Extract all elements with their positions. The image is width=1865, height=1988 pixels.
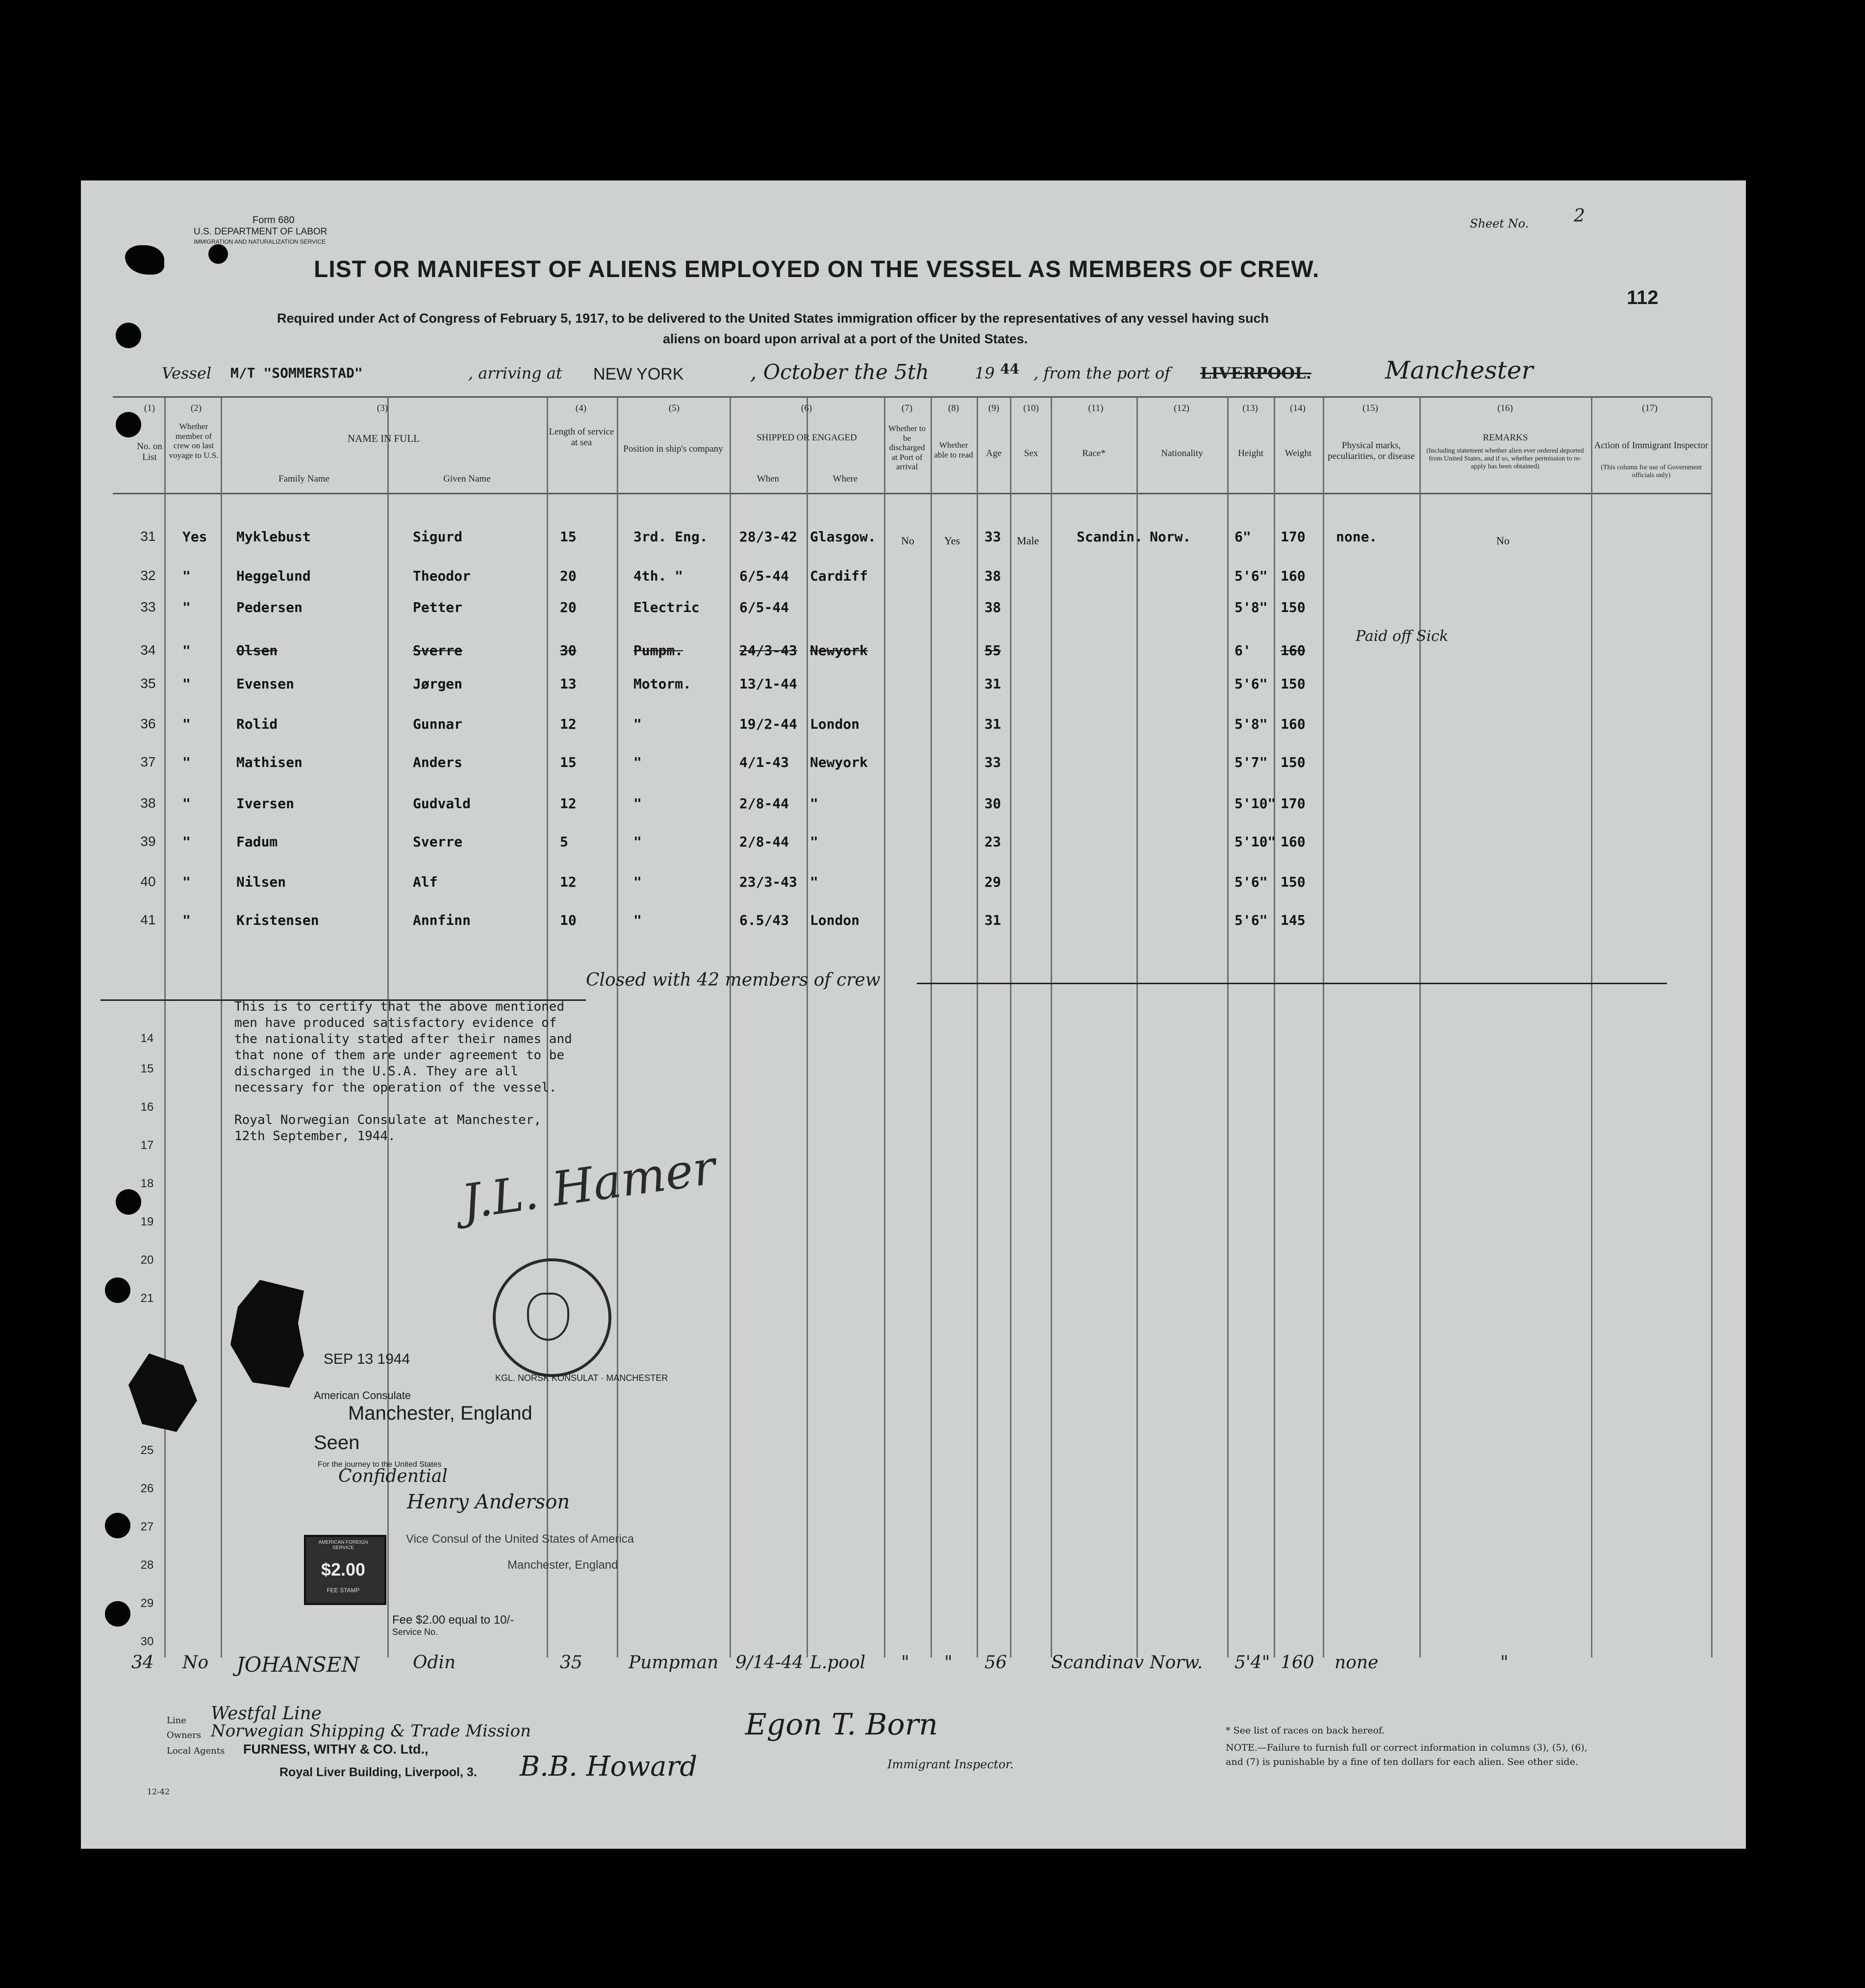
cell-prev: ": [182, 568, 191, 584]
consulate-seal-inner: [527, 1293, 569, 1341]
column-number: (9): [988, 403, 1000, 413]
when-head: When: [756, 474, 780, 484]
cell-age: 31: [984, 912, 1001, 928]
added-cell-height: 5'4": [1235, 1653, 1270, 1673]
column-number: (5): [668, 403, 680, 413]
date-stamp: SEP 13 1944: [324, 1351, 410, 1367]
journey-line: For the journey to the United States: [318, 1460, 442, 1469]
blank-row-number: 14: [140, 1032, 154, 1045]
added-cell-where: L.pool: [810, 1653, 866, 1673]
cell-service: 12: [560, 874, 577, 890]
cell-weight: 160: [1281, 568, 1306, 584]
cell-service: 5: [560, 834, 568, 850]
punch-hole: [105, 1601, 130, 1627]
row-number: 41: [140, 912, 156, 927]
column-divider: [1051, 397, 1052, 1657]
column-divider: [1227, 397, 1229, 1657]
punch-hole: [116, 323, 141, 348]
cell-age: 38: [984, 599, 1001, 615]
column-label: Action of Immigrant Inspector: [1594, 440, 1709, 451]
blank-row-number: 21: [140, 1292, 154, 1305]
column-number: (8): [948, 403, 959, 413]
row-number: 37: [140, 754, 156, 769]
column-divider: [730, 397, 731, 1657]
blank-row-number: 25: [140, 1444, 154, 1457]
cell-where: Newyork: [810, 642, 868, 659]
cell-weight: 160: [1281, 834, 1306, 850]
consul-signature: J.L. Hamer: [458, 1140, 719, 1230]
cell-weight: 170: [1281, 795, 1306, 812]
column-number: (2): [190, 403, 202, 413]
column-label: Whether to be discharged at Port of arrival: [888, 424, 926, 472]
column-label: REMARKS: [1483, 433, 1528, 443]
added-cell-age: 56: [984, 1653, 1007, 1673]
cell-where: ": [810, 795, 818, 812]
cell-service: 15: [560, 754, 577, 770]
blank-row-number: 29: [140, 1597, 154, 1610]
added-cell-discharge: ": [901, 1653, 909, 1673]
cell-read: Yes: [944, 535, 960, 547]
cell-prev: Yes: [182, 529, 207, 545]
form-number: Form 680: [252, 215, 295, 226]
vice-consul: Vice Consul of the United States of America: [406, 1532, 634, 1546]
cell-weight: 160: [1281, 716, 1306, 732]
certificate-line: that none of them are under agreement to be: [234, 1048, 565, 1063]
page-number: 112: [1627, 287, 1659, 308]
cell-age: 55: [984, 642, 1001, 659]
punch-hole: [105, 1277, 130, 1303]
blank-row-number: 18: [140, 1177, 154, 1190]
cell-position: Electric: [633, 599, 700, 615]
fee-stamp-top: AMERICAN FOREIGN SERVICE: [318, 1540, 368, 1551]
cell-height: 5'8": [1235, 716, 1268, 732]
column-number: (11): [1088, 403, 1104, 413]
cell-age: 33: [984, 529, 1001, 545]
cell-given: Sigurd: [413, 529, 463, 545]
blank-row-number: 28: [140, 1558, 154, 1572]
from-label: , from the port of: [1033, 364, 1171, 382]
column-divider: [1591, 397, 1592, 1657]
cell-service: 12: [560, 716, 577, 732]
column-label: Whether able to read: [934, 440, 973, 459]
certificate-line: discharged in the U.S.A. They are all: [234, 1064, 519, 1079]
column-label: Whether member of crew on last voyage to U.S.: [169, 422, 219, 460]
row-number: 38: [140, 795, 156, 811]
vice-consul-signature: Henry Anderson: [407, 1491, 570, 1513]
agents-address: Royal Liver Building, Liverpool, 3.: [279, 1765, 477, 1779]
cell-height: 5'10": [1235, 834, 1276, 850]
column-number: (12): [1174, 403, 1189, 413]
certificate-line: necessary for the operation of the vessel.: [234, 1080, 557, 1095]
certificate-line: men have produced satisfactory evidence of: [234, 1016, 557, 1030]
cell-height: 6": [1235, 529, 1251, 545]
punch-hole: [116, 412, 141, 437]
column-label: Physical marks, peculiarities, or disease: [1328, 440, 1415, 461]
blank-row-number: 30: [140, 1635, 154, 1648]
cell-age: 29: [984, 874, 1001, 890]
cell-marks: none.: [1336, 529, 1378, 545]
column-label: Sex: [1024, 448, 1038, 459]
punch-hole: [105, 1513, 130, 1538]
remarks-note: (Including statement whether alien ever ordered deported from United States, and if so, whether permission to re-apply has been obtained): [1426, 447, 1584, 471]
fee-stamp-bottom: FEE STAMP: [327, 1587, 360, 1594]
vessel-label: Vessel: [162, 364, 212, 382]
cell-position: ": [633, 754, 642, 770]
cell-when: 6/5-44: [739, 599, 789, 615]
column-divider: [1323, 397, 1324, 1657]
cell-age: 30: [984, 795, 1001, 812]
cell-age: 23: [984, 834, 1001, 850]
column-number: (10): [1023, 403, 1039, 413]
paid-off-note: Paid off Sick: [1356, 628, 1449, 645]
cell-given: Theodor: [413, 568, 471, 584]
cell-where: ": [810, 874, 818, 890]
cell-service: 20: [560, 599, 577, 615]
cell-family: Heggelund: [236, 568, 311, 584]
agents-name: FURNESS, WITHY & CO. Ltd.,: [243, 1742, 428, 1757]
column-number: (3): [377, 403, 388, 413]
cell-when: 2/8-44: [739, 834, 789, 850]
cell-age: 31: [984, 676, 1001, 692]
cell-age: 33: [984, 754, 1001, 770]
cell-where: Cardiff: [810, 568, 868, 584]
subtitle-line-2: aliens on board upon arrival at a port of the United States.: [663, 331, 1028, 346]
department: U.S. DEPARTMENT OF LABOR: [194, 227, 328, 237]
year-prefix: 19: [975, 364, 995, 382]
added-cell-service: 35: [560, 1653, 582, 1673]
added-cell-given: Odin: [413, 1653, 456, 1673]
cell-given: Gudvald: [413, 795, 471, 812]
where-head: Where: [832, 474, 858, 484]
column-divider: [617, 397, 618, 1657]
cell-given: Alf: [413, 874, 438, 890]
added-cell-when: 9/14-44: [735, 1653, 804, 1673]
arriving-port: NEW YORK: [593, 365, 684, 383]
closed-note: Closed with 42 members of crew: [586, 970, 881, 990]
cell-position: Pumpm.: [633, 642, 683, 659]
added-cell-marks: none: [1335, 1653, 1379, 1673]
added-cell-prev: No: [182, 1653, 209, 1673]
family-name-head: Family Name: [278, 474, 329, 484]
added-cell-read: ": [944, 1653, 953, 1673]
given-name-head: Given Name: [443, 474, 491, 484]
line-handwritten: Westfal Line: [211, 1704, 322, 1724]
column-number: (14): [1290, 403, 1306, 413]
cell-given: Petter: [413, 599, 463, 615]
cell-height: 5'7": [1235, 754, 1268, 770]
punch-hole: [208, 244, 228, 264]
cell-weight: 145: [1281, 912, 1306, 928]
cell-remarks: No: [1496, 535, 1510, 547]
column-number: (4): [575, 403, 587, 413]
added-cell-race: Scandinav: [1051, 1653, 1144, 1673]
cell-service: 30: [560, 642, 577, 659]
header-bottom-rule: [113, 493, 1711, 494]
service-number: Service No.: [392, 1627, 438, 1637]
cell-prev: ": [182, 676, 191, 692]
column-label: No. on List: [137, 441, 162, 462]
blank-row-number: 26: [140, 1482, 154, 1495]
agents-label: Local Agents: [167, 1746, 225, 1756]
sheet-label: Sheet No.: [1470, 217, 1529, 230]
cell-family: Myklebust: [236, 529, 311, 545]
fine-note: NOTE.—Failure to furnish full or correct information in columns (3), (5), (6), and (7) is punishable by a fine of ten dollars for each alien. See other side.: [1226, 1742, 1588, 1767]
cell-when: 19/2-44: [739, 716, 798, 732]
cell-height: 6': [1235, 642, 1251, 659]
cell-family: Olsen: [236, 642, 278, 659]
cell-position: ": [633, 912, 642, 928]
cell-where: London: [810, 912, 860, 928]
column-divider: [1711, 397, 1713, 1657]
blank-row-number: 16: [140, 1100, 154, 1114]
consulate-seal-text: KGL. NORSK KONSULAT · MANCHESTER: [495, 1373, 668, 1383]
service: IMMIGRATION AND NATURALIZATION SERVICE: [194, 238, 326, 245]
cell-prev: ": [182, 912, 191, 928]
cell-weight: 150: [1281, 599, 1306, 615]
column-divider: [1010, 397, 1011, 1657]
cell-family: Pedersen: [236, 599, 302, 615]
blank-row-number: 19: [140, 1215, 154, 1228]
cell-family: Rolid: [236, 716, 278, 732]
column-label: Race*: [1082, 448, 1106, 459]
cell-when: 24/3-43: [739, 642, 798, 659]
inspector-label: Immigrant Inspector.: [887, 1758, 1014, 1771]
cell-weight: 150: [1281, 874, 1306, 890]
column-number: (1): [144, 403, 155, 413]
inspector-signature: Egon T. Born: [745, 1708, 938, 1742]
row-number: 36: [140, 716, 156, 731]
row-number: 33: [140, 599, 156, 614]
cell-prev: ": [182, 754, 191, 770]
column-label: Age: [986, 448, 1002, 459]
cell-weight: 160: [1281, 642, 1306, 659]
added-cell-nationality: Norw.: [1150, 1653, 1203, 1673]
cell-service: 20: [560, 568, 577, 584]
cell-when: 13/1-44: [739, 676, 798, 692]
cell-position: 4th. ": [633, 568, 683, 584]
owners-label: Owners: [167, 1730, 202, 1740]
row-number: 39: [140, 834, 156, 849]
cell-service: 10: [560, 912, 577, 928]
column-divider: [806, 397, 808, 1657]
row-number: 40: [140, 874, 156, 889]
closing-rule: [917, 983, 1667, 984]
cell-discharge: No: [901, 535, 914, 547]
cell-position: ": [633, 874, 642, 890]
column-divider: [1419, 397, 1421, 1657]
column-number: (6): [801, 403, 812, 413]
column-divider: [164, 397, 166, 1657]
action-note: (This column for use of Government officials only): [1601, 464, 1702, 480]
cell-when: 6.5/43: [739, 912, 789, 928]
cell-service: 15: [560, 529, 577, 545]
cell-given: Anders: [413, 754, 463, 770]
column-divider: [931, 397, 932, 1657]
cell-family: Fadum: [236, 834, 278, 850]
sheet-number: 2: [1574, 206, 1585, 226]
column-number: (13): [1242, 403, 1258, 413]
cell-where: ": [810, 834, 818, 850]
cell-where: London: [810, 716, 860, 732]
subtitle-line-1: Required under Act of Congress of February 5, 1917, to be delivered to the United States immigration officer by the representatives of any vessel having such: [277, 311, 1269, 326]
column-label: Height: [1238, 448, 1263, 459]
cell-given: Annfinn: [413, 912, 471, 928]
cell-given: Jørgen: [413, 676, 463, 692]
column-divider: [221, 397, 222, 1657]
owners-handwritten: Norwegian Shipping & Trade Mission: [211, 1721, 531, 1741]
punch-hole: [116, 1189, 141, 1215]
column-label: SHIPPED OR ENGAGED: [756, 433, 857, 443]
cell-position: 3rd. Eng.: [633, 529, 708, 545]
cell-given: Sverre: [413, 834, 463, 850]
certificate-line: This is to certify that the above mentioned: [234, 999, 565, 1014]
cell-when: 4/1-43: [739, 754, 789, 770]
cell-weight: 170: [1281, 529, 1306, 545]
table-top-rule: [113, 396, 1711, 398]
cell-when: 6/5-44: [739, 568, 789, 584]
print-code: 12-42: [147, 1787, 170, 1796]
cell-service: 12: [560, 795, 577, 812]
row-number: 31: [140, 529, 156, 544]
cell-family: Evensen: [236, 676, 295, 692]
column-divider: [977, 397, 978, 1657]
cell-height: 5'6": [1235, 874, 1268, 890]
cell-age: 38: [984, 568, 1001, 584]
cell-prev: ": [182, 874, 191, 890]
row-number: 34: [140, 642, 156, 658]
column-label: NAME IN FULL: [348, 433, 420, 444]
column-number: (7): [901, 403, 913, 413]
blank-row-number: 17: [140, 1139, 154, 1152]
agent-signature: B.B. Howard: [520, 1751, 698, 1783]
arrival-date: , October the 5th: [750, 360, 929, 384]
cell-prev: ": [182, 834, 191, 850]
cell-family: Nilsen: [236, 874, 286, 890]
cell-when: 28/3-42: [739, 529, 798, 545]
certificate-line: 12th September, 1944.: [234, 1129, 396, 1144]
column-divider: [1274, 397, 1275, 1657]
column-label: Nationality: [1161, 448, 1203, 459]
cell-position: ": [633, 716, 642, 732]
row-number: 32: [140, 568, 156, 583]
cell-sex: Male: [1017, 535, 1039, 547]
added-cell-position: Pumpman: [629, 1653, 719, 1673]
confidential-note: Confidential: [338, 1466, 448, 1486]
column-number: (16): [1497, 403, 1513, 413]
american-consulate: American Consulate: [314, 1389, 411, 1402]
certificate-line: the nationality stated after their names and: [234, 1032, 572, 1046]
column-label: Length of service at sea: [549, 427, 614, 448]
row-number: 35: [140, 676, 156, 691]
cell-height: 5'8": [1235, 599, 1268, 615]
cell-when: 2/8-44: [739, 795, 789, 812]
cell-weight: 150: [1281, 676, 1306, 692]
consulate-city: Manchester, England: [348, 1402, 532, 1424]
blank-row-number: 27: [140, 1520, 154, 1533]
certificate-line: Royal Norwegian Consulate at Manchester,: [234, 1113, 542, 1127]
blank-row-number: 15: [140, 1062, 154, 1075]
port-struck: LIVERPOOL.: [1200, 364, 1311, 382]
column-number: (17): [1642, 403, 1658, 413]
cell-height: 5'6": [1235, 912, 1268, 928]
added-cell-remarks: ": [1500, 1653, 1509, 1673]
cell-height: 5'6": [1235, 676, 1268, 692]
added-cell-family: JOHANSEN: [236, 1653, 360, 1677]
cell-nationality: Norw.: [1150, 529, 1191, 545]
cell-service: 13: [560, 676, 577, 692]
cell-family: Kristensen: [236, 912, 319, 928]
cell-weight: 150: [1281, 754, 1306, 770]
page-title: LIST OR MANIFEST OF ALIENS EMPLOYED ON THE VESSEL AS MEMBERS OF CREW.: [314, 256, 1320, 282]
cell-given: Gunnar: [413, 716, 463, 732]
cell-age: 31: [984, 716, 1001, 732]
column-number: (15): [1362, 403, 1378, 413]
cell-prev: ": [182, 599, 191, 615]
year-suffix: 44: [1000, 361, 1019, 377]
cell-family: Iversen: [236, 795, 295, 812]
column-label: Position in ship's company: [623, 444, 723, 454]
blank-row-number: 20: [140, 1253, 154, 1267]
arriving-label: , arriving at: [468, 364, 562, 382]
cell-position: ": [633, 834, 642, 850]
races-note: * See list of races on back hereof.: [1226, 1725, 1385, 1736]
fee-line: Fee $2.00 equal to 10/-: [392, 1613, 514, 1627]
port-handwritten: Manchester: [1385, 356, 1534, 384]
vessel-name: M/T "SOMMERSTAD": [230, 365, 363, 381]
column-divider: [1136, 397, 1138, 1657]
column-divider: [884, 397, 885, 1657]
cell-where: Glasgow.: [810, 529, 876, 545]
line-label: Line: [167, 1715, 186, 1726]
cell-position: ": [633, 795, 642, 812]
column-label: Weight: [1285, 448, 1312, 459]
added-cell-weight: 160: [1281, 1653, 1314, 1673]
added-cell-no: 34: [131, 1653, 154, 1673]
cell-when: 23/3-43: [739, 874, 798, 890]
cell-height: 5'10": [1235, 795, 1276, 812]
cell-family: Mathisen: [236, 754, 302, 770]
cell-where: Newyork: [810, 754, 868, 770]
cell-race: Scandin.: [1077, 529, 1143, 545]
cell-prev: ": [182, 716, 191, 732]
cell-height: 5'6": [1235, 568, 1268, 584]
cell-prev: ": [182, 795, 191, 812]
seen-stamp: Seen: [314, 1432, 360, 1453]
cell-prev: ": [182, 642, 191, 659]
vice-consul-city: Manchester, England: [507, 1558, 618, 1572]
cell-position: Motorm.: [633, 676, 692, 692]
cell-given: Sverre: [413, 642, 463, 659]
fee-stamp-value: $2.00: [321, 1559, 366, 1580]
